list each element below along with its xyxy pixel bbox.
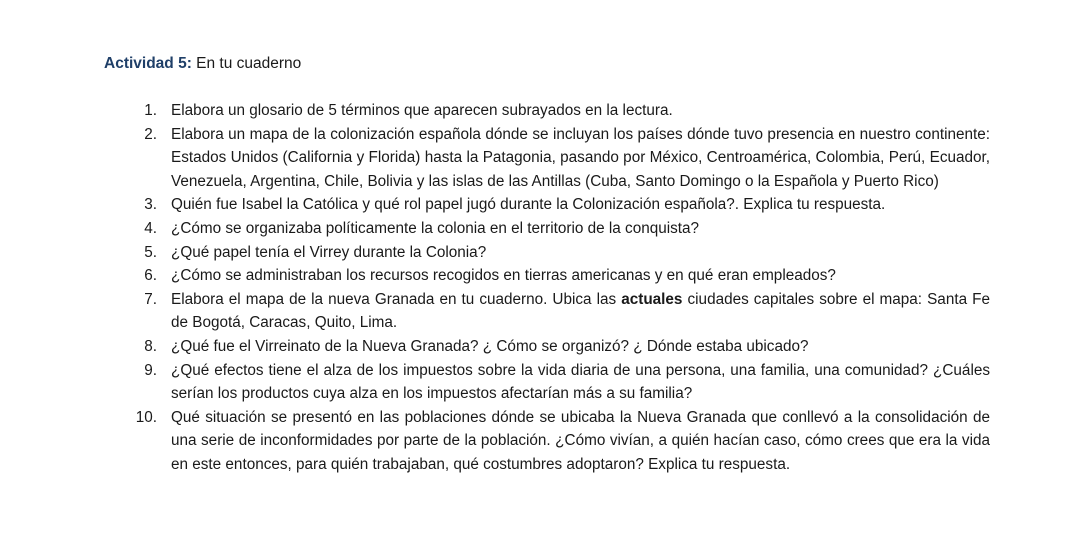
question-list (133, 99, 990, 477)
question-number: 10. (135, 408, 157, 426)
question-item-9 (133, 359, 990, 406)
question-text-before: Elabora el mapa de la nueva Granada en tu cuaderno. Ubica las (171, 290, 622, 308)
question-number: 4. (144, 219, 157, 237)
question-number: 8. (144, 337, 157, 355)
question-bold-word: actuales (621, 290, 683, 308)
question-number: 9. (144, 361, 157, 379)
question-number: 3. (144, 196, 157, 214)
question-number: 1. (144, 102, 157, 119)
question-item-3 (133, 193, 990, 217)
question-item-8 (133, 335, 990, 359)
activity-label: Actividad 5: (104, 55, 192, 72)
question-text: Qué situación se presentó en las poblaciones dónde se ubicaba la Nueva Granada que conllevó a la consolidación de una serie de inconformidades por parte de la población. ¿Cómo vivían, a quién hacían caso, cómo crees que era la vida en este entonces, para quién trabajaban, qué costumbres adoptaron? Explica tu respuesta. (171, 408, 990, 473)
question-item-7 (133, 288, 990, 335)
activity-heading (104, 54, 301, 74)
question-item-5 (133, 241, 990, 265)
question-number: 6. (144, 267, 157, 285)
question-item-2 (133, 123, 990, 194)
question-item-1 (133, 99, 990, 123)
question-item-6 (133, 264, 990, 288)
question-text: Elabora un glosario de 5 términos que aparecen subrayados en la lectura. (171, 102, 673, 119)
question-text-after: ciudades capitales sobre el mapa: Santa Fe de Bogotá, Caracas, Quito, Lima. (171, 290, 990, 332)
question-item-4 (133, 217, 990, 241)
question-text: Quién fue Isabel la Católica y qué rol papel jugó durante la Colonización española?. Explica tu respuesta. (171, 196, 886, 214)
question-item-10 (133, 406, 990, 477)
question-text: ¿Qué fue el Virreinato de la Nueva Granada? ¿ Cómo se organizó? ¿ Dónde estaba ubicado? (171, 337, 809, 355)
question-number: 7. (144, 290, 157, 308)
question-number: 2. (144, 125, 157, 143)
question-text: Elabora un mapa de la colonización española dónde se incluyan los países dónde tuvo presencia en nuestro continente: Estados Unidos (California y Florida) hasta la Patagonia, pasando por México, Centroamérica, Colombia, Perú, Ecuador, Venezuela, Argentina, Chile, Bolivia y las islas de las Antillas (Cuba, Santo Domingo o la Española y Puerto Rico) (171, 125, 990, 190)
question-text: ¿Cómo se administraban los recursos recogidos en tierras americanas y en qué eran empleados? (171, 267, 836, 285)
question-text (171, 291, 990, 332)
question-text: ¿Qué efectos tiene el alza de los impuestos sobre la vida diaria de una persona, una familia, una comunidad? ¿Cuáles serían los productos cuya alza en los impuestos afectarían más a su familia? (171, 361, 990, 403)
question-number: 5. (144, 243, 157, 261)
activity-text: En tu cuaderno (191, 55, 302, 72)
question-text: ¿Qué papel tenía el Virrey durante la Colonia? (171, 243, 487, 261)
question-text: ¿Cómo se organizaba políticamente la colonia en el territorio de la conquista? (171, 219, 700, 237)
